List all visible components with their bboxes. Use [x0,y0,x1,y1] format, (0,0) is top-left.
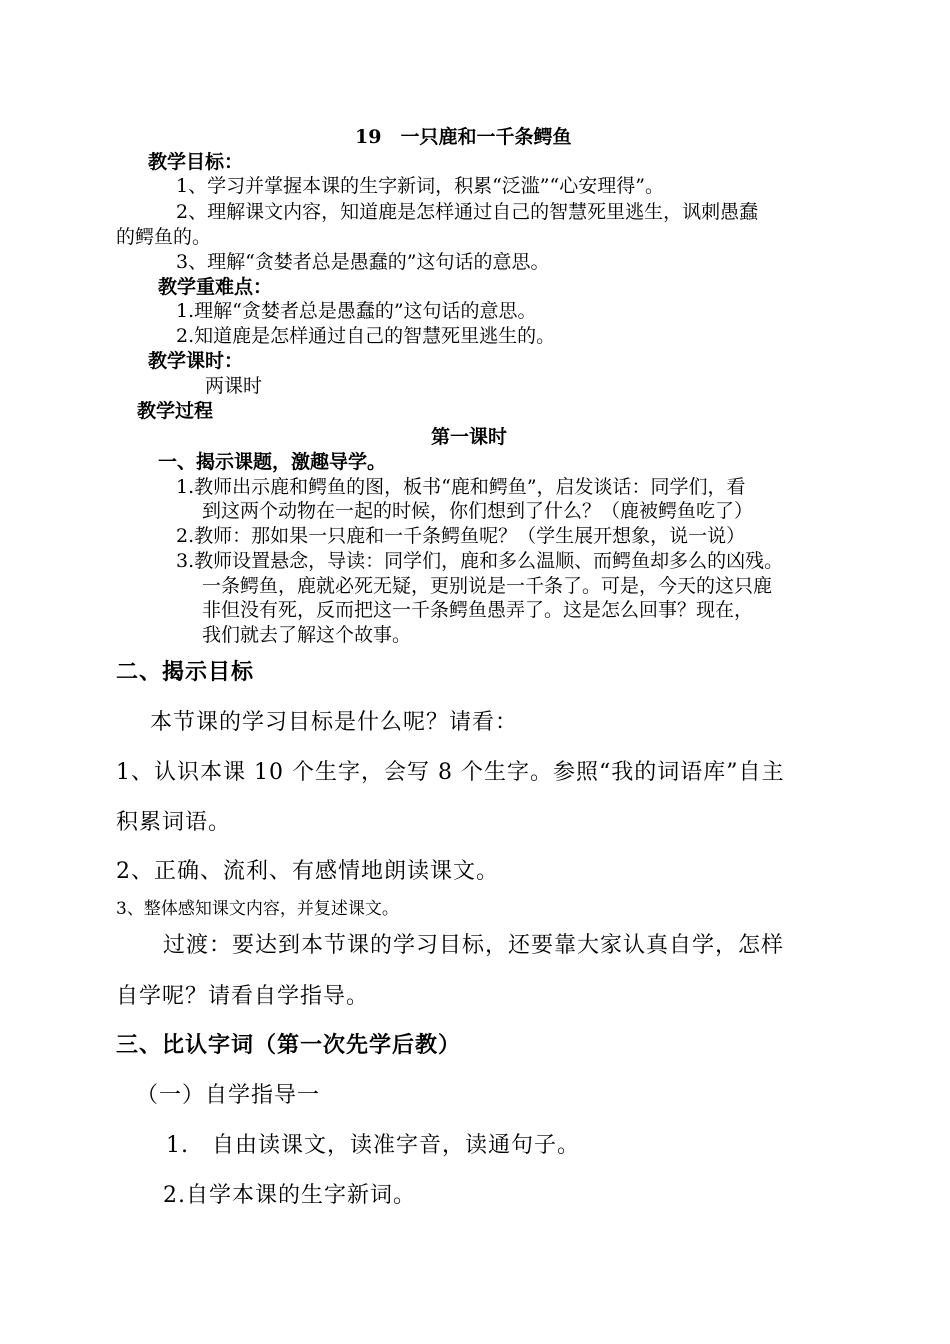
transition-line-2: 自学呢？请看自学指导。 [116,984,370,1009]
section-1-heading: 一、揭示课题，激趣导学。 [158,451,387,473]
goal-item-1: 1、学习并掌握本课的生字新词，积累“泛滥”“心安理得”。 [176,175,664,197]
page-title: 19 一只鹿和一千条鳄鱼 [355,126,572,148]
process-heading: 教学过程 [137,400,214,422]
section-1-item-1-line-1: 1.教师出示鹿和鳄鱼的图，板书“鹿和鳄鱼”，启发谈话：同学们，看 [176,476,746,498]
key-point-item-2: 2.知道鹿是怎样通过自己的智慧死里逃生的。 [176,325,556,347]
guide-item-2: 2.自学本课的生字新词。 [163,1183,416,1208]
section-2-heading: 二、揭示目标 [116,660,255,685]
section-1-item-3-line-4: 我们就去了解这个故事。 [202,624,412,646]
section-1-item-1-line-2: 到这两个动物在一起的时候，你们想到了什么？（鹿被鳄鱼吃了） [202,500,754,522]
section-2-intro: 本节课的学习目标是什么呢？请看： [150,710,519,735]
goal-item-2-line-1: 2、理解课文内容，知道鹿是怎样通过自己的智慧死里逃生，讽刺愚蠢 [176,201,759,223]
section-1-item-2: 2.教师：那如果一只鹿和一千条鳄鱼呢？（学生展开想象，说一说） [176,525,746,547]
first-period-heading: 第一课时 [431,426,508,448]
section-2-item-1-line-1: 1、认识本课 10 个生字，会写 8 个生字。参照“我的词语库”自主 [116,760,785,785]
section-2-item-3: 3、整体感知课文内容，并复述课文。 [116,899,399,919]
section-2-item-1-line-2: 积累词语。 [116,810,232,835]
key-point-item-1: 1.理解“贪婪者总是愚蠢的”这句话的意思。 [176,300,537,322]
goals-heading: 教学目标： [148,151,244,173]
periods-heading: 教学课时： [148,350,244,372]
section-1-item-3-line-2: 一条鳄鱼，鹿就必死无疑，更别说是一千条了。可是，今天的这只鹿 [202,575,773,597]
goal-item-3: 3、理解“贪婪者总是愚蠢的”这句话的意思。 [176,251,550,273]
section-1-item-3-line-1: 3.教师设置悬念，导读：同学们，鹿和多么温顺、而鳄鱼却多么的凶残。 [176,550,784,572]
transition-line-1: 过渡：要达到本节课的学习目标，还要靠大家认真自学，怎样 [163,933,785,958]
section-1-item-3-line-3: 非但没有死，反而把这一千条鳄鱼愚弄了。这是怎么回事？现在， [202,599,754,621]
goal-item-2-line-2: 的鳄鱼的。 [116,226,212,248]
section-3-heading: 三、比认字词（第一次先学后教） [116,1033,462,1058]
key-points-heading: 教学重难点： [158,276,273,298]
guide-item-1: 1. 自由读课文，读准字音，读通句子。 [166,1133,580,1158]
periods-value: 两课时 [205,375,263,397]
section-2-item-2: 2、正确、流利、有感情地朗读课文。 [116,859,499,884]
guide-heading: （一）自学指导一 [136,1083,321,1108]
